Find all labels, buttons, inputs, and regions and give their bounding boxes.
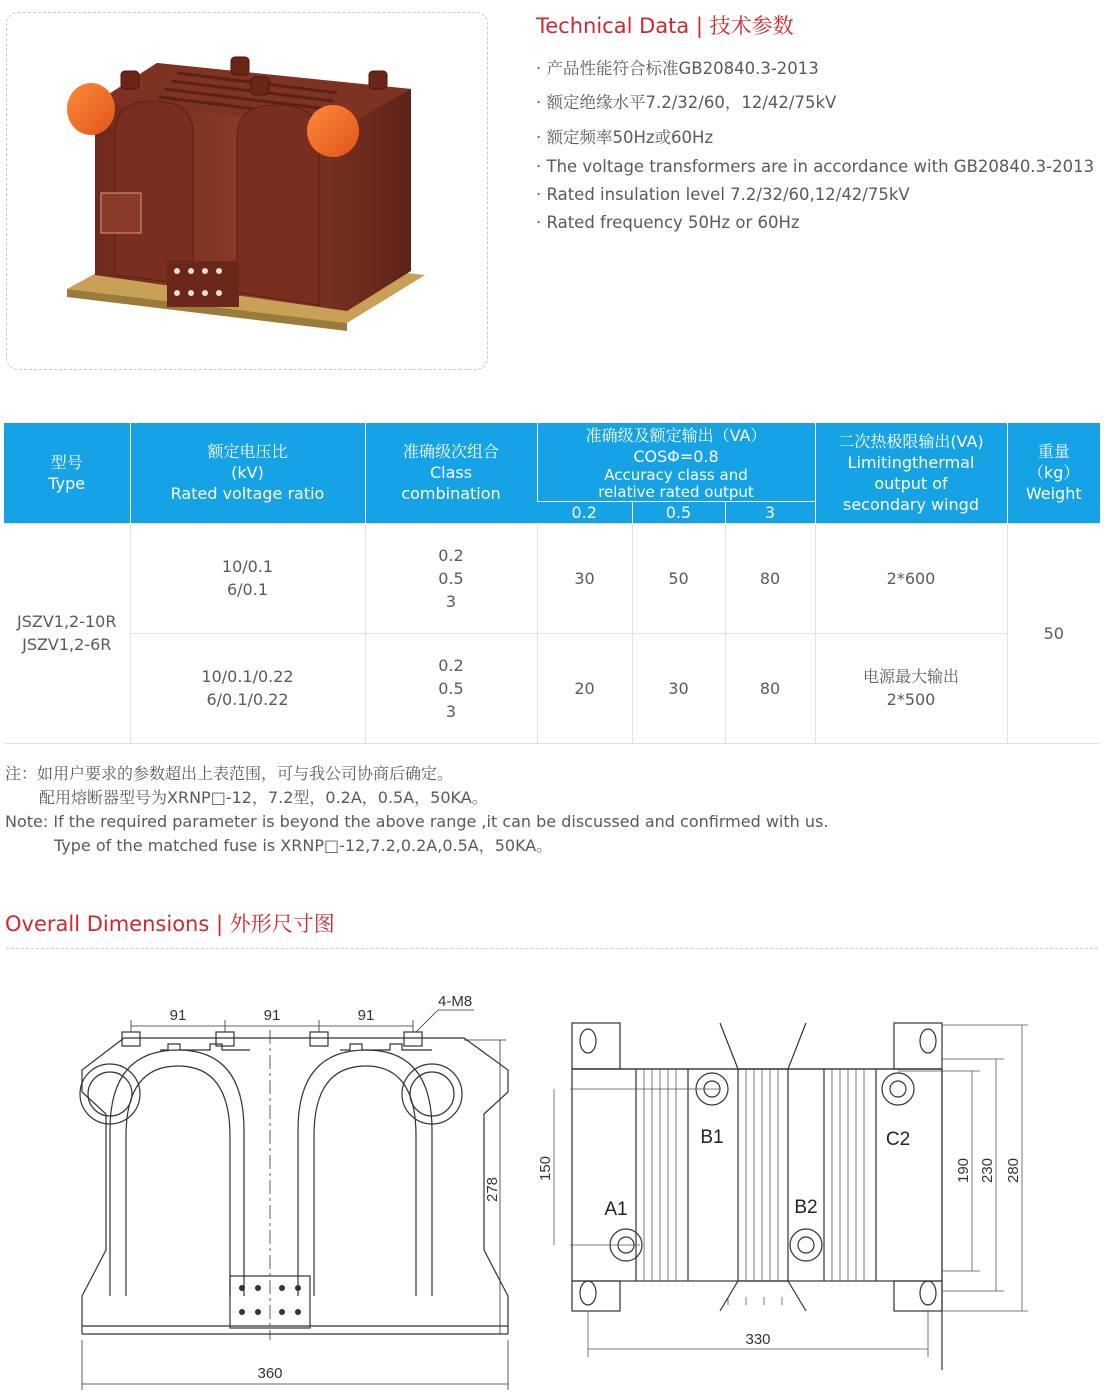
notes xyxy=(5,762,828,858)
spec-table xyxy=(4,423,1100,744)
note-line: 注：如用户要求的参数超出上表范围，可与我公司协商后确定。 xyxy=(5,764,454,783)
ratio-cell: 10/0.1/0.22 6/0.1/0.22 xyxy=(130,633,365,743)
spec-line: · 产品性能符合标准GB20840.3-2013 xyxy=(536,59,819,78)
value-cell: 80 xyxy=(725,523,815,633)
header-weight: 重量 （kg） Weight xyxy=(1007,423,1100,523)
technical-data-title: Technical Data | 技术参数 xyxy=(536,14,794,38)
limit-cell: 2*600 xyxy=(815,523,1007,633)
spec-line: · Rated insulation level 7.2/32/60,12/42/75kV xyxy=(536,185,910,204)
spec-line: · The voltage transformers are in accordance with GB20840.3-2013 xyxy=(536,157,1095,176)
dimensions-title: Overall Dimensions | 外形尺寸图 xyxy=(5,912,335,936)
ratio-cell: 10/0.1 6/0.1 xyxy=(130,523,365,633)
header-accuracy: 准确级及额定输出（VA） COSΦ=0.8 Accuracy class and relative rated output xyxy=(537,423,815,501)
header-limit: 二次热极限输出(VA) Limitingthermal output of secondary wingd xyxy=(815,423,1007,523)
front-view-drawing xyxy=(60,990,520,1395)
dim-150: 150 xyxy=(537,1155,554,1181)
header-acc-0.2: 0.2 xyxy=(537,501,632,523)
terminal-label: B2 xyxy=(794,1197,818,1218)
value-cell: 30 xyxy=(632,633,725,743)
note-line: Type of the matched fuse is XRNP□-12,7.2,0.2A,0.5A，50KA。 xyxy=(54,836,553,855)
weight-cell: 50 xyxy=(1007,523,1100,743)
product-photo-frame xyxy=(6,12,488,370)
header-acc-3: 3 xyxy=(725,501,815,523)
spec-line: · 额定绝缘水平7.2/32/60，12/42/75kV xyxy=(536,93,837,112)
dim-spacing-2: 91 xyxy=(263,1007,281,1024)
class-cell: 0.2 0.5 3 xyxy=(365,523,537,633)
dim-330: 330 xyxy=(745,1331,771,1348)
terminal-label: C2 xyxy=(885,1129,911,1150)
header-acc-0.5: 0.5 xyxy=(632,501,725,523)
type-cell: JSZV1,2-10R JSZV1,2-6R xyxy=(4,523,130,743)
spec-line: · 额定频率50Hz或60Hz xyxy=(536,128,714,147)
value-cell: 20 xyxy=(537,633,632,743)
dim-190: 190 xyxy=(955,1157,972,1183)
spec-line: · Rated frequency 50Hz or 60Hz xyxy=(536,213,800,232)
terminal-label: B1 xyxy=(700,1127,724,1148)
divider xyxy=(6,948,1098,949)
value-cell: 50 xyxy=(632,523,725,633)
note-line: 配用熔断器型号为XRNP□-12，7.2型，0.2A，0.5A，50KA。 xyxy=(39,788,488,807)
header-ratio: 额定电压比 (kV) Rated voltage ratio xyxy=(130,423,365,523)
terminal-label: A1 xyxy=(604,1199,628,1220)
value-cell: 80 xyxy=(725,633,815,743)
dim-width: 360 xyxy=(257,1365,283,1382)
bolt-label: 4-M8 xyxy=(438,993,473,1010)
table-row xyxy=(4,523,1100,633)
limit-cell: 电源最大输出 2*500 xyxy=(815,633,1007,743)
table-row xyxy=(4,633,1100,743)
value-cell: 30 xyxy=(537,523,632,633)
header-type: 型号 Type xyxy=(4,423,130,523)
class-cell: 0.2 0.5 3 xyxy=(365,633,537,743)
dim-height: 278 xyxy=(484,1176,501,1202)
header-class: 准确级次组合 Class combination xyxy=(365,423,537,523)
dim-280: 280 xyxy=(1005,1157,1022,1183)
top-view-drawing xyxy=(530,1015,1070,1370)
dim-spacing-3: 91 xyxy=(357,1007,375,1024)
dim-230: 230 xyxy=(979,1157,996,1183)
transformer-photo xyxy=(7,13,487,369)
note-line: Note: If the required parameter is beyond the above range ,it can be discussed and confirmed with us. xyxy=(5,812,829,831)
dim-spacing-1: 91 xyxy=(169,1007,187,1024)
